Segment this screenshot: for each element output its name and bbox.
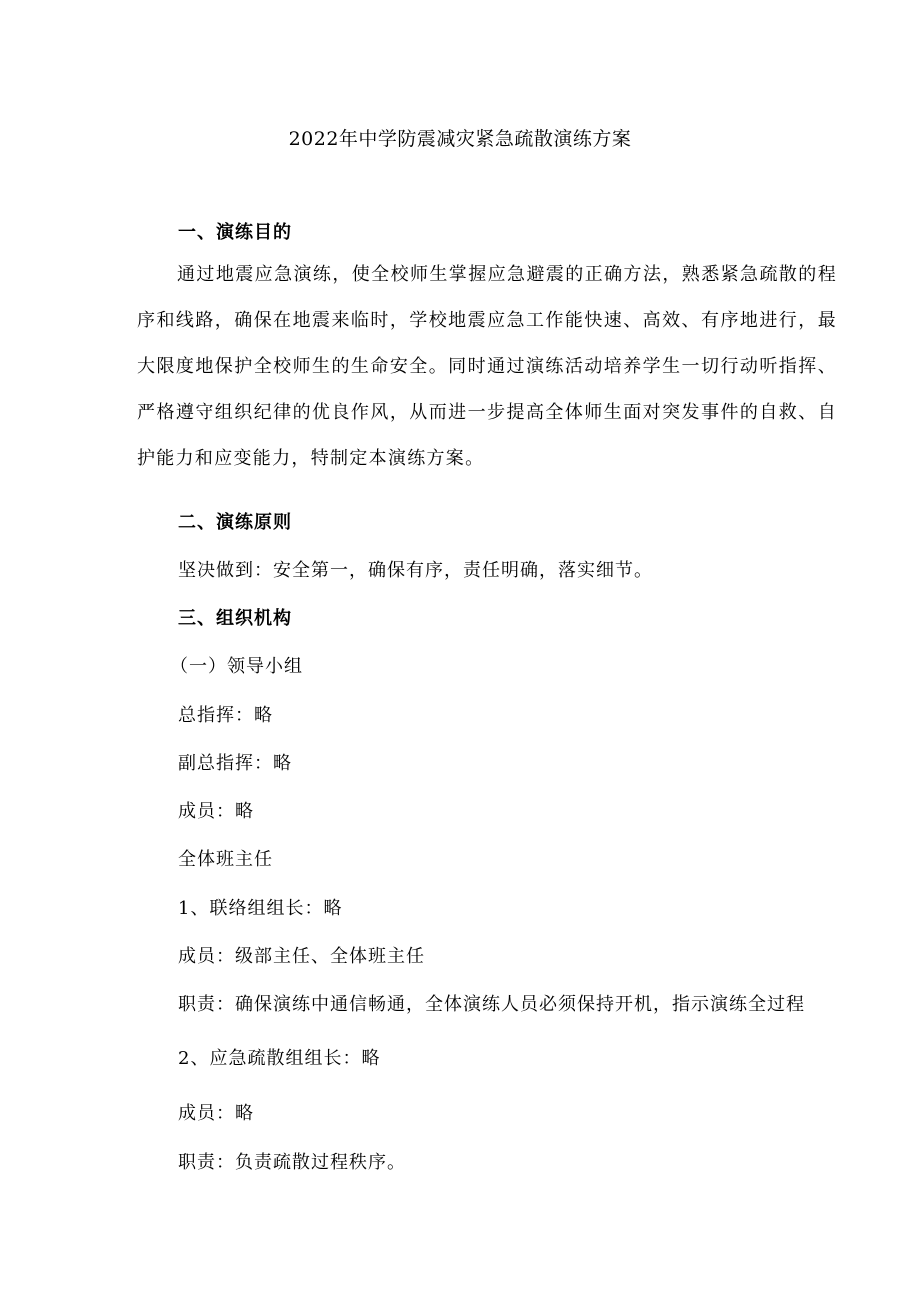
evacuation-group-duty-line: 职责：负责疏散过程秩序。	[178, 1152, 406, 1173]
document-title: 2022年中学防震减灾紧急疏散演练方案	[288, 128, 632, 150]
members-line: 成员：略	[178, 801, 254, 822]
section-heading-purpose: 一、演练目的	[178, 222, 292, 243]
liaison-group-duty-line: 职责：确保演练中通信畅通，全体演练人员必须保持开机，指示演练全过程	[178, 994, 805, 1015]
purpose-paragraph: 通过地震应急演练，使全校师生掌握应急避震的正确方法，熟悉紧急疏散的程序和线路，确保在地震来临时，学校地震应急工作能快速、高效、有序地进行，最大限度地保护全校师生的生命安全。同时通过演练活动培养学生一切行动听指挥、严格遵守组织纪律的优良作风，从而进一步提高全体师生面对突发事件的自救、自护能力和应变能力，特制定本演练方案。	[137, 264, 837, 469]
liaison-group-members-line: 成员：级部主任、全体班主任	[178, 946, 425, 967]
deputy-commander-line: 副总指挥：略	[178, 753, 292, 774]
principle-text: 坚决做到：安全第一，确保有序，责任明确，落实细节。	[178, 560, 653, 581]
section-heading-principle: 二、演练原则	[178, 512, 292, 533]
liaison-group-leader-line: 1、联络组组长：略	[178, 898, 343, 919]
evacuation-group-members-line: 成员：略	[178, 1103, 254, 1124]
all-teachers-line: 全体班主任	[178, 849, 273, 870]
leadership-subheading: （一）领导小组	[170, 656, 303, 677]
section-heading-organization: 三、组织机构	[178, 608, 292, 629]
evacuation-group-leader-line: 2、应急疏散组组长：略	[178, 1048, 381, 1069]
commander-line: 总指挥：略	[178, 705, 273, 726]
